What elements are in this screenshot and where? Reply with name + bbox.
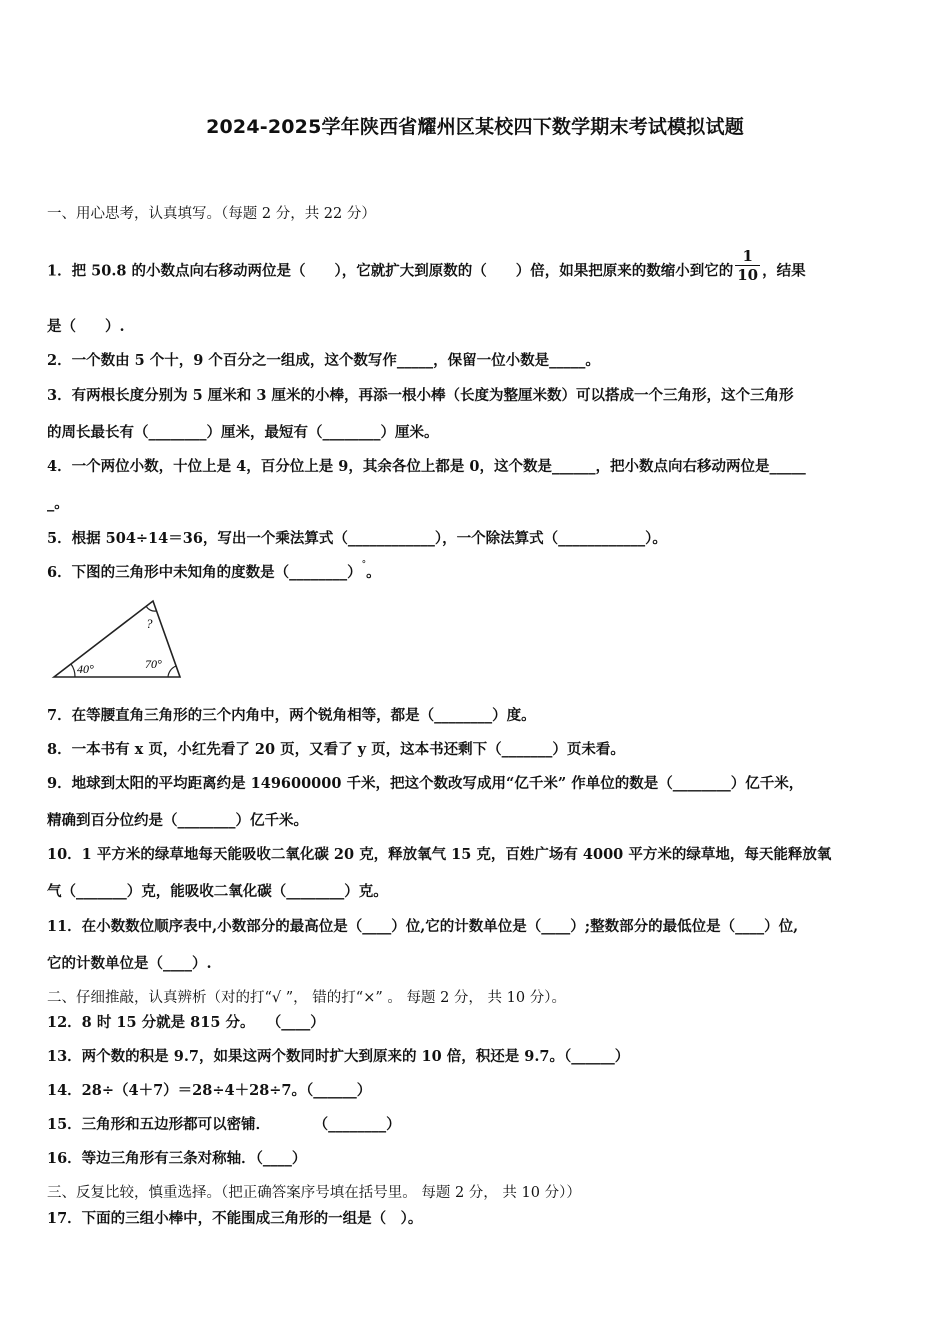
angle-label-40: 40°	[77, 662, 94, 676]
angle-label-unknown: ?	[146, 616, 153, 631]
question-6-end: 。	[366, 564, 381, 581]
section-1-heading: 一、用心思考，认真填写。（每题 2 分，共 22 分）	[47, 206, 376, 222]
question-4-line-1: 4．一个两位小数，十位上是 4，百分位上是 9，其余各位上都是 0，这个数是______，把小数点向右移动两位是_____	[47, 458, 806, 475]
question-2: 2．一个数由 5 个十，9 个百分之一组成，这个数写作_____，保留一位小数是_____。	[47, 352, 600, 369]
question-5: 5．根据 504÷14＝36，写出一个乘法算式（____________），一个除法算式（____________）。	[47, 530, 667, 547]
angle-label-70: 70°	[145, 657, 162, 671]
question-4-line-2: _。	[47, 495, 69, 512]
question-1-tail: ，结果	[762, 262, 806, 280]
question-16: 16．等边三角形有三条对称轴．（____）	[47, 1150, 307, 1167]
question-1	[47, 247, 907, 290]
question-14: 14．28÷（4＋7）＝28÷4＋28÷7。（______）	[47, 1082, 372, 1099]
question-9-line-2: 精确到百分位约是（________）亿千米。	[47, 812, 308, 829]
question-12: 12．8 时 15 分就是 815 分。 （____）	[47, 1014, 325, 1031]
question-13: 13．两个数的积是 9.7，如果这两个数同时扩大到原来的 10 倍，积还是 9.7。（______）	[47, 1048, 630, 1065]
fraction-denominator: 10	[737, 266, 759, 284]
question-11-line-2: 它的计数单位是（____）.	[47, 955, 212, 972]
question-3-line-1: 3．有两根长度分别为 5 厘米和 3 厘米的小棒，再添一根小棒（长度为整厘米数）可以搭成一个三角形，这个三角形	[47, 387, 794, 404]
fraction-numerator: 1	[735, 247, 760, 266]
section-3-heading: 三、反复比较，慎重选择。（把正确答案序号填在括号里。 每题 2 分， 共 10 分））	[47, 1185, 581, 1201]
question-8: 8．一本书有 x 页，小红先看了 20 页，又看了 y 页，这本书还剩下（_______）页未看。	[47, 741, 625, 758]
degree-mark: °	[361, 560, 367, 571]
fraction-one-tenth	[735, 247, 760, 284]
question-3-line-2: 的周长最长有（________）厘米，最短有（________）厘米。	[47, 424, 439, 441]
question-11-line-1: 11．在小数数位顺序表中,小数部分的最高位是（____）位,它的计数单位是（____）;整数部分的最低位是（____）位,	[47, 918, 799, 935]
page-title: 2024-2025学年陕西省耀州区某校四下数学期末考试模拟试题	[206, 116, 744, 138]
question-1-line-2: 是（ ）.	[47, 318, 125, 335]
question-9-line-1: 9．地球到太阳的平均距离约是 149600000 千米，把这个数改写成用“亿千米” 作单位的数是（________）亿千米，	[47, 775, 804, 792]
question-10-line-1: 10．1 平方米的绿草地每天能吸收二氧化碳 20 克，释放氧气 15 克，百姓广场有 4000 平方米的绿草地，每天能释放氧	[47, 846, 832, 863]
angle-arc-right	[168, 666, 176, 677]
question-15: 15．三角形和五边形都可以密铺． （________）	[47, 1116, 401, 1133]
question-17: 17．下面的三组小棒中，不能围成三角形的一组是（ ）。	[47, 1210, 423, 1227]
question-10-line-2: 气（_______）克，能吸收二氧化碳（________）克。	[47, 883, 388, 900]
triangle-figure	[50, 596, 185, 682]
question-6-text: 6．下图的三角形中未知角的度数是（________）	[47, 564, 362, 581]
question-6	[47, 561, 907, 582]
question-7: 7．在等腰直角三角形的三个内角中，两个锐角相等，都是（________）度。	[47, 707, 536, 724]
section-2-heading: 二、仔细推敲，认真辨析（对的打“√ ”， 错的打“×” 。 每题 2 分， 共 10 分）。	[47, 990, 566, 1006]
angle-arc-left	[71, 664, 75, 677]
question-1-text: 1．把 50.8 的小数点向右移动两位是（ ），它就扩大到原数的（ ）倍，如果把原来的数缩小到它的	[47, 262, 734, 280]
